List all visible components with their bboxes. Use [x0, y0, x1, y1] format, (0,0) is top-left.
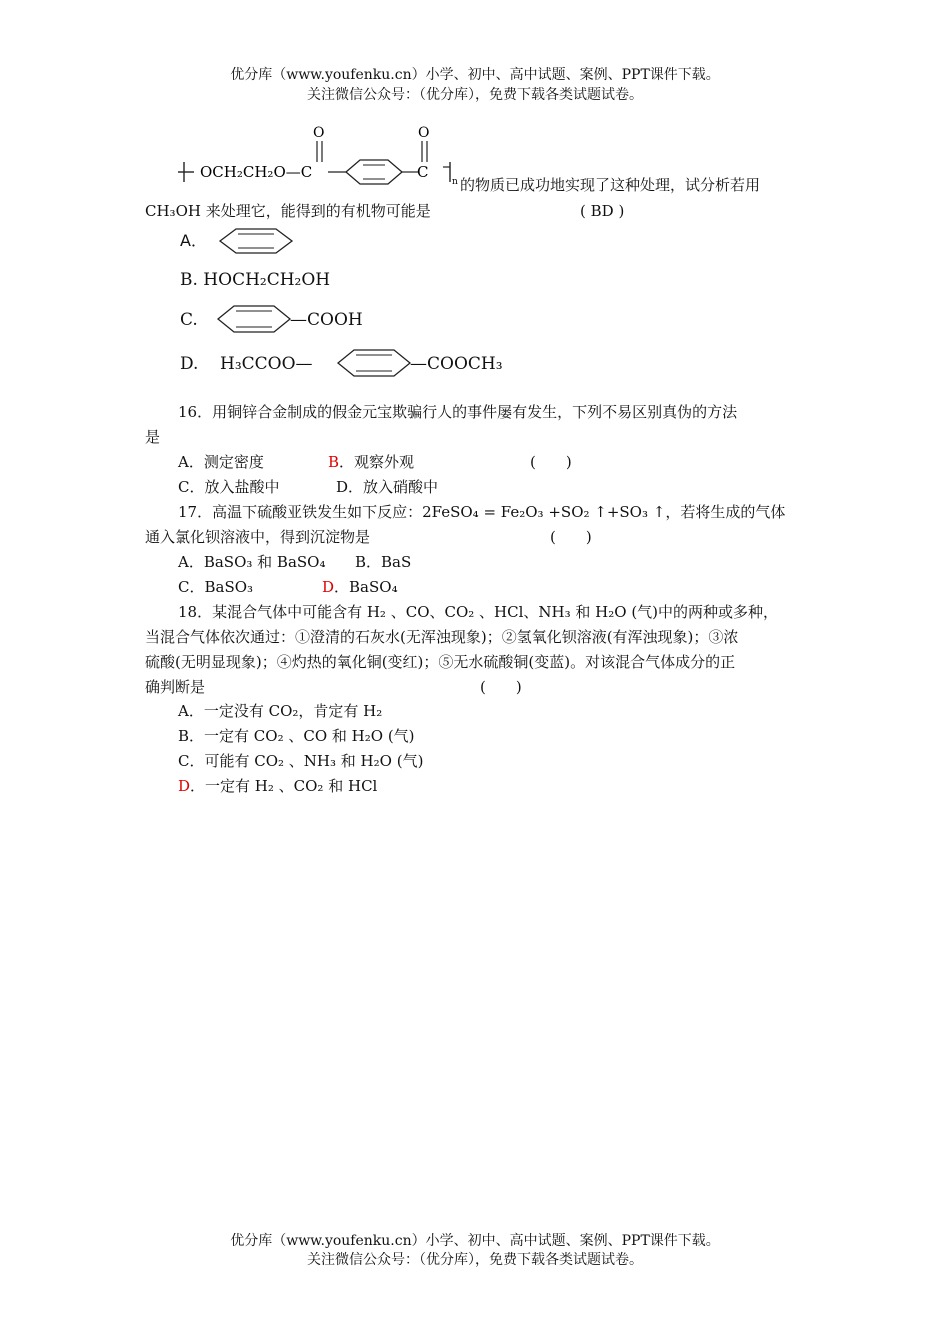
q18-option-d: [178, 776, 377, 796]
q16-paren: ( ): [530, 453, 572, 471]
polymer-structure: [170, 120, 470, 192]
q18-option-a: A．一定没有 CO₂，肯定有 H₂: [178, 702, 383, 720]
carbonyl-oxygen-2: O: [418, 125, 430, 141]
q17-option-d-text: ．BaSO₄: [334, 578, 398, 596]
q17-option-d: [322, 577, 398, 597]
header-line-2: 关注微信公众号：（优分库），免费下载各类试题试卷。: [307, 87, 643, 103]
carbonyl-carbon-2: C: [417, 163, 429, 181]
q16-option-c: C．放入盐酸中: [178, 478, 280, 496]
q15-option-a-label: A．: [180, 231, 207, 250]
footer-line-1: 优分库（www.youfenku.cn）小学、初中、高中试题、案例、PPT课件下载。: [230, 1233, 720, 1249]
repeat-n: n: [452, 177, 458, 187]
carbonyl-oxygen-1: O: [313, 125, 325, 141]
polymer-chain-text: OCH₂CH₂O—C: [200, 163, 313, 181]
q18-stem-4: 确判断是: [145, 678, 206, 696]
option-d-benzene: [336, 346, 418, 380]
header-line-1: 优分库（www.youfenku.cn）小学、初中、高中试题、案例、PPT课件下载。: [230, 67, 720, 83]
footer-line-2: 关注微信公众号：（优分库），免费下载各类试题试卷。: [307, 1252, 643, 1268]
q16-option-b-letter: B: [328, 453, 340, 471]
q18-stem-2: 当混合气体依次通过：①澄清的石灰水(无浑浊现象)；②氢氧化钡溶液(有浑浊现象)；③浓: [145, 628, 739, 646]
q15-option-d-label: D.: [180, 354, 199, 374]
q18-option-b: B．一定有 CO₂ 、CO 和 H₂O (气): [178, 727, 415, 745]
q17-stem-2: 通入氯化钡溶液中，得到沉淀物是: [145, 528, 371, 546]
q15-option-d-left: H₃CCOO—: [220, 354, 313, 374]
q16-stem-1: 16．用铜锌合金制成的假金元宝欺骗行人的事件屡有发生，下列不易区别真伪的方法: [178, 403, 738, 421]
q18-stem-3: 硫酸(无明显现象)；④灼热的氧化铜(变红)；⑤无水硫酸铜(变蓝)。对该混合气体成分的正: [145, 653, 736, 671]
q15-option-c-group: —COOH: [290, 310, 363, 330]
q18-paren: ( ): [480, 678, 522, 696]
q17-paren: ( ): [550, 528, 592, 546]
q16-option-d: D．放入硝酸中: [336, 478, 439, 496]
option-a-benzene: [218, 225, 298, 257]
q15-stem-line-2: CH₃OH 来处理它，能得到的有机物可能是: [145, 202, 431, 220]
q15-answer: ( BD ): [580, 202, 625, 220]
q15-option-b: B. HOCH₂CH₂OH: [180, 270, 331, 290]
q15-option-c-label: C.: [180, 310, 198, 330]
q18-stem-1: 18．某混合气体中可能含有 H₂ 、CO、CO₂ 、HCl、NH₃ 和 H₂O (气)中的两种或多种，: [178, 603, 779, 621]
q18-option-d-letter: D: [178, 777, 191, 795]
q17-stem-1: 17．高温下硫酸亚铁发生如下反应：2FeSO₄ = Fe₂O₃ +SO₂ ↑+SO₃ ↑，若将生成的气体: [178, 503, 786, 521]
q16-option-b-text: ．观察外观: [339, 453, 415, 471]
q17-option-c: C．BaSO₃: [178, 578, 254, 596]
q17-option-b: B．BaS: [355, 553, 412, 571]
q16-stem-2: 是: [145, 428, 161, 446]
q15-option-d-right: —COOCH₃: [410, 354, 503, 374]
q17-option-d-letter: D: [322, 578, 335, 596]
q18-option-c: C．可能有 CO₂ 、NH₃ 和 H₂O (气): [178, 752, 424, 770]
q16-option-a: A．测定密度: [178, 453, 264, 471]
q16-option-b: [328, 452, 414, 472]
q15-stem-line-1: 的物质已成功地实现了这种处理，试分析若用: [460, 176, 761, 194]
benzene-ring: [346, 160, 402, 184]
q17-option-a: A．BaSO₃ 和 BaSO₄: [178, 553, 326, 571]
option-c-benzene: [216, 302, 298, 336]
q18-option-d-text: ．一定有 H₂ 、CO₂ 和 HCl: [190, 777, 378, 795]
